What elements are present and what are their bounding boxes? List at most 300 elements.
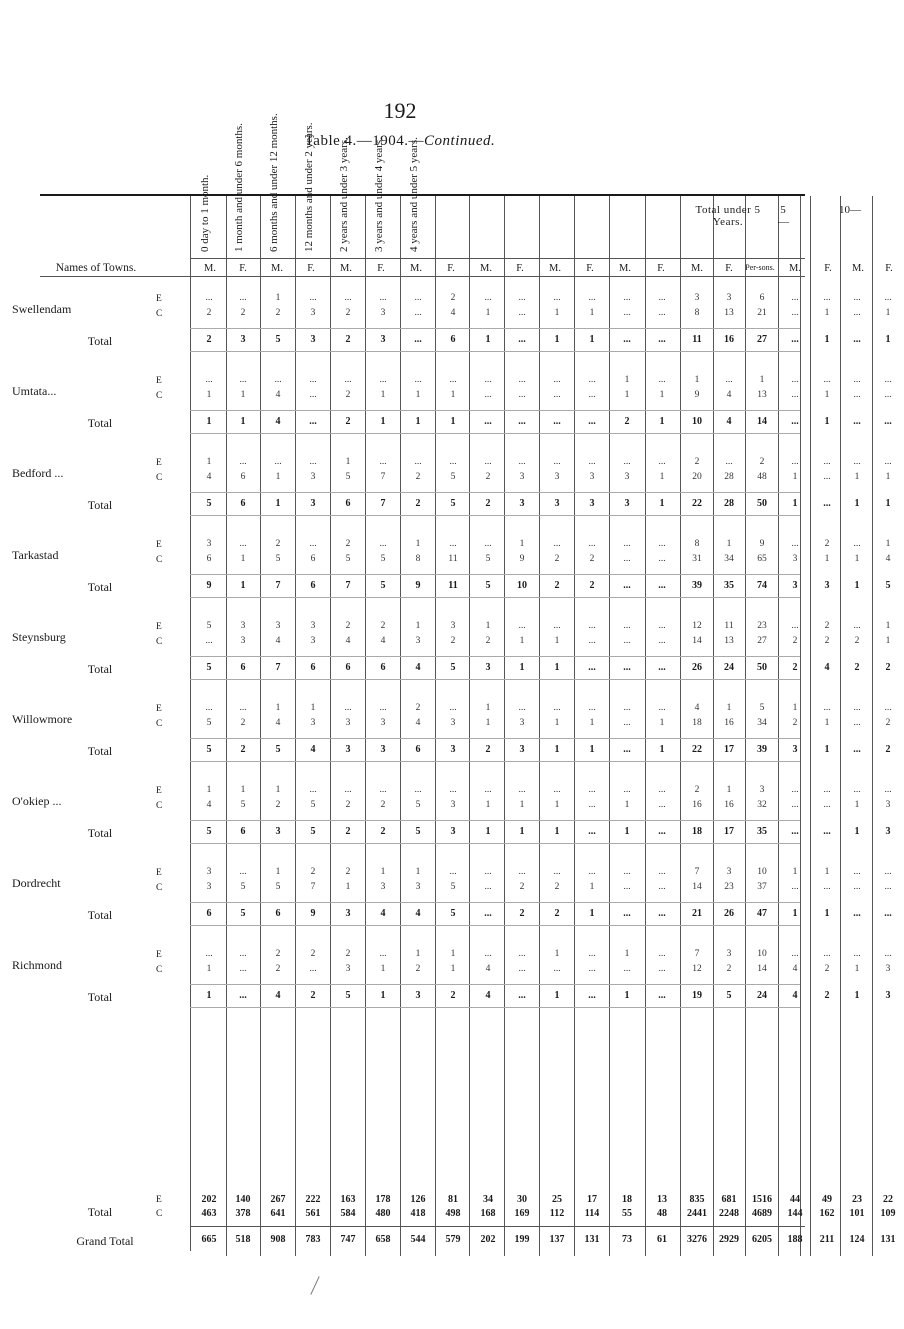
total-cell: ... [884,908,892,919]
total-cell: 9 [310,908,316,919]
total-label: Total [87,1205,113,1219]
data-cell: 2 [275,539,281,549]
data-cell: ... [791,375,799,385]
data-cell: 1 [240,390,246,400]
total-cell: ... [553,416,561,427]
data-cell: ... [518,308,526,318]
data-cell: 1 [792,703,798,713]
row-label-c: C [156,391,163,401]
data-cell: 2 [345,539,351,549]
data-cell: 5 [380,554,386,564]
total-cell: 4 [726,416,732,427]
data-cell: ... [484,785,492,795]
total-cell: 1 [854,990,860,1001]
total-cell: 2 [792,662,798,673]
data-cell: ... [553,293,561,303]
data-cell: ... [553,621,561,631]
data-cell: 1 [624,390,630,400]
total-cell: 7 [380,498,386,509]
total-c-cell: 162 [819,1208,835,1219]
total-cell: 3 [885,990,891,1001]
total-cell: 50 [757,662,767,673]
age-group-header: 0 day to 1 month. [199,174,211,252]
data-cell: ... [484,539,492,549]
data-cell: 1 [824,308,830,318]
total-cell: ... [518,990,526,1001]
row-label-e: E [156,868,162,878]
table-caption [0,133,800,150]
data-cell: ... [518,293,526,303]
data-cell: ... [553,785,561,795]
data-cell: 32 [757,800,767,810]
row-rule [190,902,800,903]
total-cell: 1 [380,416,386,427]
data-cell: ... [484,867,492,877]
caption-label: Table 4.—1904.— [304,133,425,149]
data-cell: ... [658,308,666,318]
data-cell: 13 [724,308,734,318]
grand-total-cell: 131 [880,1234,896,1245]
data-cell: ... [239,703,247,713]
data-cell: ... [623,882,631,892]
total-cell: 1 [206,990,212,1001]
data-cell: 1 [792,472,798,482]
data-cell: ... [309,375,317,385]
data-cell: 48 [757,472,767,482]
data-cell: 2 [519,882,525,892]
total-cell: 2 [485,744,491,755]
row-rule [190,1007,800,1008]
data-cell: 1 [415,621,421,631]
data-cell: 2 [345,390,351,400]
data-cell: 14 [757,964,767,974]
data-cell: 2 [694,785,700,795]
row-label-c: C [156,473,163,483]
total-cell: 3 [792,744,798,755]
data-cell: 3 [415,636,421,646]
data-cell: 5 [485,554,491,564]
data-cell: ... [658,539,666,549]
data-cell: ... [588,636,596,646]
total-cell: 47 [757,908,767,919]
data-cell: 16 [692,800,702,810]
column-rule [539,196,540,1256]
data-cell: 4 [275,718,281,728]
total-cell: 2 [345,826,351,837]
total-cell: 3 [450,826,456,837]
data-cell: 2 [345,949,351,959]
total-cell: 9 [206,580,212,591]
total-c-cell: 144 [787,1208,803,1219]
data-cell: ... [379,457,387,467]
total-cell: 14 [757,416,767,427]
five-header: 5— [778,204,789,228]
data-cell: ... [484,293,492,303]
data-cell: ... [884,949,892,959]
data-cell: ... [623,621,631,631]
data-cell: 6 [310,554,316,564]
male-header: M. [619,263,631,274]
total-label: Total [87,416,113,430]
total-cell: ... [623,334,631,345]
total-cell: 4 [415,662,421,673]
column-rule [330,196,331,1256]
total-cell: 24 [724,662,734,673]
data-cell: 4 [380,636,386,646]
data-cell: 4 [694,703,700,713]
row-rule [190,597,800,598]
total-e-cell: 81 [448,1194,458,1205]
data-cell: 8 [694,308,700,318]
total-cell: ... [853,908,861,919]
data-cell: ... [791,308,799,318]
total-cell: 1 [554,744,560,755]
total-cell: 5 [206,498,212,509]
total-cell: ... [623,744,631,755]
data-cell: ... [588,800,596,810]
total-e-cell: 13 [657,1194,667,1205]
row-label-c: C [156,965,163,975]
total-cell: 16 [724,334,734,345]
data-cell: ... [791,800,799,810]
row-label-c: C [156,883,163,893]
total-cell: 18 [692,826,702,837]
data-cell: ... [823,882,831,892]
data-cell: ... [449,457,457,467]
total-cell: 11 [448,580,458,591]
data-cell: 1 [275,703,281,713]
total-cell: 5 [345,990,351,1001]
data-cell: ... [884,867,892,877]
data-cell: 1 [885,636,891,646]
data-cell: 31 [692,554,702,564]
row-label-e: E [156,540,162,550]
data-cell: ... [274,457,282,467]
data-cell: ... [379,949,387,959]
data-cell: 12 [692,621,702,631]
data-cell: 1 [854,800,860,810]
data-cell: 1 [380,964,386,974]
total-cell: 1 [450,416,456,427]
data-cell: ... [274,375,282,385]
total-cell: 2 [240,744,246,755]
data-cell: 28 [724,472,734,482]
data-cell: 3 [450,621,456,631]
grand-total-label: Grand Total [76,1234,134,1248]
data-cell: 1 [554,308,560,318]
data-cell: ... [658,293,666,303]
total-cell: ... [309,416,317,427]
total-cell: 3 [519,498,525,509]
data-cell: 3 [589,472,595,482]
data-cell: 2 [759,457,765,467]
total-cell: 26 [692,662,702,673]
data-cell: ... [518,867,526,877]
data-cell: 1 [824,390,830,400]
data-cell: 2 [275,964,281,974]
total-cell: 11 [692,334,702,345]
data-cell: 1 [380,390,386,400]
data-cell: 5 [206,621,212,631]
data-cell: 3 [554,472,560,482]
total-c-cell: 168 [480,1208,496,1219]
data-cell: ... [379,375,387,385]
data-cell: ... [449,703,457,713]
data-cell: ... [853,457,861,467]
data-cell: ... [623,293,631,303]
data-cell: 3 [310,308,316,318]
data-cell: ... [239,867,247,877]
data-cell: 2 [415,472,421,482]
data-cell: ... [588,390,596,400]
total-cell: 1 [519,826,525,837]
total-cell: 1 [624,990,630,1001]
total-cell: 1 [824,334,830,345]
total-e-cell: 178 [375,1194,391,1205]
total-cell: 22 [692,744,702,755]
data-cell: 37 [757,882,767,892]
total-c-cell: 112 [549,1208,565,1219]
data-cell: 1 [726,785,732,795]
total-cell: 21 [692,908,702,919]
total-cell: 22 [692,498,702,509]
data-cell: 3 [694,293,700,303]
data-cell: 7 [310,882,316,892]
total-cell: 6 [450,334,456,345]
data-cell: ... [791,949,799,959]
total-cell: 1 [854,498,860,509]
total-c-cell: 641 [270,1208,286,1219]
total-cell: 2 [450,990,456,1001]
total-cell: 39 [692,580,702,591]
data-cell: ... [623,554,631,564]
total-c-cell: 463 [201,1208,217,1219]
female-header: F. [885,263,893,274]
grand-total-cell: 131 [584,1234,600,1245]
total-cell: ... [588,416,596,427]
data-cell: 65 [757,554,767,564]
grand-total-cell: 518 [235,1234,251,1245]
total-cell: 50 [757,498,767,509]
total-cell: 3 [792,580,798,591]
data-cell: ... [588,375,596,385]
data-cell: 34 [724,554,734,564]
total-cell: 3 [380,744,386,755]
column-rule [365,196,366,1256]
total-cell: ... [658,826,666,837]
column-rule [609,196,610,1256]
data-cell: ... [853,621,861,631]
data-cell: 10 [757,867,767,877]
data-cell: 1 [519,539,525,549]
data-cell: ... [791,293,799,303]
total-cell: 2 [854,662,860,673]
row-label-e: E [156,622,162,632]
total-cell: ... [791,826,799,837]
total-c-cell: 584 [340,1208,356,1219]
total-cell: 1 [554,334,560,345]
data-cell: 6 [206,554,212,564]
data-cell: 1 [450,390,456,400]
total-cell: 3 [519,744,525,755]
data-cell: ... [623,785,631,795]
data-cell: 1 [659,472,665,482]
data-cell: 23 [757,621,767,631]
data-cell: 1 [345,457,351,467]
data-cell: ... [239,293,247,303]
data-cell: ... [658,375,666,385]
data-cell: 1 [345,882,351,892]
total-cell: 1 [792,908,798,919]
total-cell: 27 [757,334,767,345]
total-label: Total [87,580,113,594]
total-cell: 5 [450,908,456,919]
total-c-cell: 55 [622,1208,632,1219]
data-cell: ... [853,785,861,795]
data-cell: 1 [519,800,525,810]
data-cell: 3 [206,882,212,892]
total-label: Total [87,908,113,922]
data-cell: 1 [275,785,281,795]
data-cell: 2 [824,539,830,549]
total-c-cell: 498 [445,1208,461,1219]
total-cell: 4 [275,416,281,427]
data-cell: ... [791,621,799,631]
data-cell: 5 [345,554,351,564]
data-cell: ... [623,636,631,646]
data-cell: ... [884,785,892,795]
total-cell: 7 [345,580,351,591]
total-cell: 3 [310,498,316,509]
column-rule [435,196,436,1256]
data-cell: 1 [854,964,860,974]
data-cell: 3 [206,867,212,877]
data-cell: 1 [275,472,281,482]
total-cell: ... [658,908,666,919]
data-cell: 1 [554,636,560,646]
data-cell: ... [588,867,596,877]
data-cell: 2 [885,718,891,728]
total-cell: 2 [415,498,421,509]
data-cell: ... [484,457,492,467]
grand-total-cell: 579 [445,1234,461,1245]
grand-total-cell: 202 [480,1234,496,1245]
total-e-cell: 835 [689,1194,705,1205]
data-cell: 3 [380,308,386,318]
data-cell: 2 [380,800,386,810]
data-cell: 2 [854,636,860,646]
total-cell: 1 [792,498,798,509]
data-cell: ... [623,703,631,713]
total-cell: 3 [345,908,351,919]
total-c-cell: 480 [375,1208,391,1219]
female-header: F. [307,263,315,274]
total-e-cell: 267 [270,1194,286,1205]
male-header: M. [340,263,352,274]
row-rule [190,925,800,926]
grand-total-cell: 137 [549,1234,565,1245]
data-cell: ... [853,867,861,877]
total-cell: 17 [724,744,734,755]
total-c-cell: 48 [657,1208,667,1219]
data-cell: 4 [206,800,212,810]
total-label: Total [87,334,113,348]
female-header: F. [377,263,385,274]
data-cell: ... [725,457,733,467]
data-cell: 2 [554,882,560,892]
data-cell: ... [791,539,799,549]
total-cell: 9 [415,580,421,591]
data-cell: ... [623,457,631,467]
data-cell: ... [553,375,561,385]
row-rule [190,1226,805,1227]
data-cell: 5 [275,554,281,564]
data-cell: ... [623,718,631,728]
data-cell: ... [449,785,457,795]
data-cell: 1 [659,718,665,728]
total-cell: 1 [485,334,491,345]
data-cell: 27 [757,636,767,646]
total-cell: 5 [206,662,212,673]
age-group-header: 6 months and under 12 months. [268,113,280,252]
data-cell: ... [853,375,861,385]
total-cell: 1 [589,744,595,755]
data-cell: ... [884,390,892,400]
data-cell: 1 [380,867,386,877]
data-cell: 3 [519,472,525,482]
data-cell: 3 [310,636,316,646]
total-cell: ... [658,990,666,1001]
total-cell: 1 [240,580,246,591]
data-cell: ... [518,964,526,974]
data-cell: 5 [759,703,765,713]
data-cell: 2 [792,636,798,646]
data-cell: 3 [726,949,732,959]
total-cell: 4 [380,908,386,919]
data-cell: ... [344,703,352,713]
data-cell: ... [518,949,526,959]
data-cell: ... [379,703,387,713]
total-cell: 1 [275,498,281,509]
data-cell: 1 [415,539,421,549]
age-group-header: 1 month and under 6 months. [233,123,245,252]
data-cell: 4 [415,718,421,728]
data-cell: ... [309,293,317,303]
row-label-c: C [156,719,163,729]
total-cell: 2 [345,416,351,427]
data-cell: 5 [240,800,246,810]
data-cell: 3 [519,718,525,728]
data-cell: 7 [694,867,700,877]
data-cell: 1 [726,703,732,713]
data-cell: 1 [694,375,700,385]
male-header: M. [789,263,801,274]
data-cell: 2 [726,964,732,974]
total-cell: 28 [724,498,734,509]
data-cell: 1 [415,390,421,400]
data-cell: ... [884,457,892,467]
total-e-cell: 18 [622,1194,632,1205]
data-cell: ... [884,703,892,713]
row-label-e: E [156,786,162,796]
data-cell: ... [884,293,892,303]
data-cell: 1 [792,867,798,877]
total-cell: 1 [824,908,830,919]
data-cell: 1 [275,293,281,303]
data-cell: 5 [345,472,351,482]
data-cell: 7 [694,949,700,959]
data-cell: 16 [724,718,734,728]
